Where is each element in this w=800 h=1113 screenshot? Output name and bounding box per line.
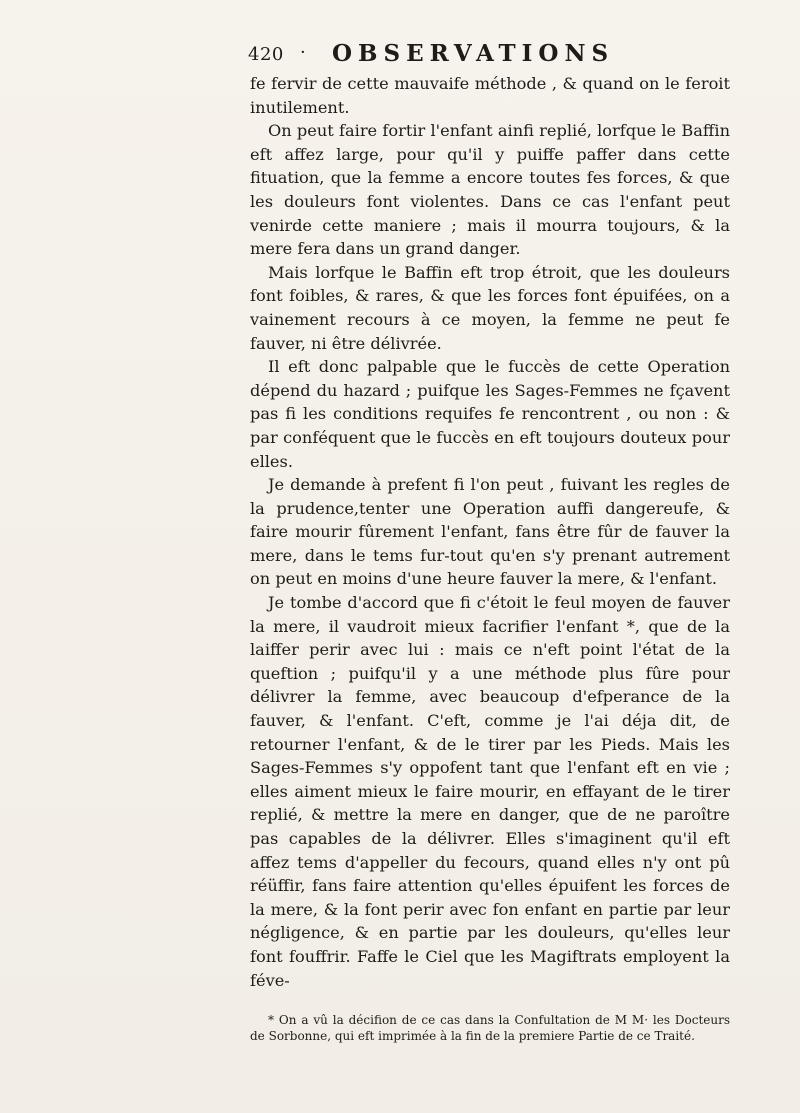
paragraph: Il eft donc palpable que le fuccès de cette Operation dépend du hazard ; puifque les Sages-Femmes ne fçavent pas fi les conditions requifes fe rencontrent , ou non : & par conféquent que le fuccès en eft toujours douteux pour elles. (250, 357, 730, 471)
paragraph: On peut faire fortir l'enfant ainfi replié, lorfque le Baffin eft affez large, pour qu'il y puiffe paffer dans cette fituation, que la femme a encore toutes fes forces, & que les douleurs font violentes. Dans ce cas l'enfant peut venirde cette maniere ; mais il mourra toujours, & la mere fera dans un grand danger. (250, 121, 730, 259)
paragraph: Je tombe d'accord que fi c'étoit le feul moyen de fauver la mere, il vaudroit mieux facrifier l'enfant *, que de la laiffer perir avec lui : mais ce n'eft point l'état de la queftion ; puifqu'il y a une méthode plus fûre pour délivrer la femme, avec beaucoup d'efperance de la fauver, & l'enfant. C'eft, comme je l'ai déja dit, de retourner l'enfant, & de le tirer par les Pieds. Mais les Sages-Femmes s'y oppofent tant que l'enfant eft en vie ; elles aiment mieux le faire mourir, en effayant de le tirer replié, & mettre la mere en danger, que de ne paroître pas capables de la délivrer. Elles s'imaginent qu'il eft affez tems d'appeller du fecours, quand elles n'y ont pû réüffir, fans faire attention qu'elles épuifent les forces de la mere, & la font perir avec fon enfant en partie par leur négligence, & en partie par les douleurs, qu'elles leur font fouffrir. Faffe le Ciel que les Magiftrats employent la féve- (250, 593, 730, 990)
header-separator: · (300, 42, 306, 63)
footnote: * On a vû la décifion de ce cas dans la Confultation de M M· les Docteurs de Sorbonne, qui eft imprimée à la fin de la premiere Partie de ce Traité. (250, 1013, 730, 1043)
paragraph-continuation: fe fervir de cette mauvaife méthode , & quand on le feroit inutilement. (250, 74, 730, 117)
body-text (250, 72, 730, 992)
paragraph: Mais lorfque le Baffin eft trop étroit, que les douleurs font foibles, & rares, & que les forces font épuifées, on a vainement recours à ce moyen, la femme ne peut fe fauver, ni être délivrée. (250, 262, 730, 353)
running-title: OBSERVATIONS (332, 40, 615, 67)
page-number: 420 (248, 44, 284, 65)
paragraph: Je demande à prefent fi l'on peut , fuivant les regles de la prudence,tenter une Operation auffi dangereufe, & faire mourir fûrement l'enfant, fans être fûr de fauver la mere, dans le tems fur-tout qu'en s'y prenant autrement on peut en moins d'une heure fauver la mere, & l'enfant. (250, 475, 730, 589)
page-header (248, 40, 728, 72)
